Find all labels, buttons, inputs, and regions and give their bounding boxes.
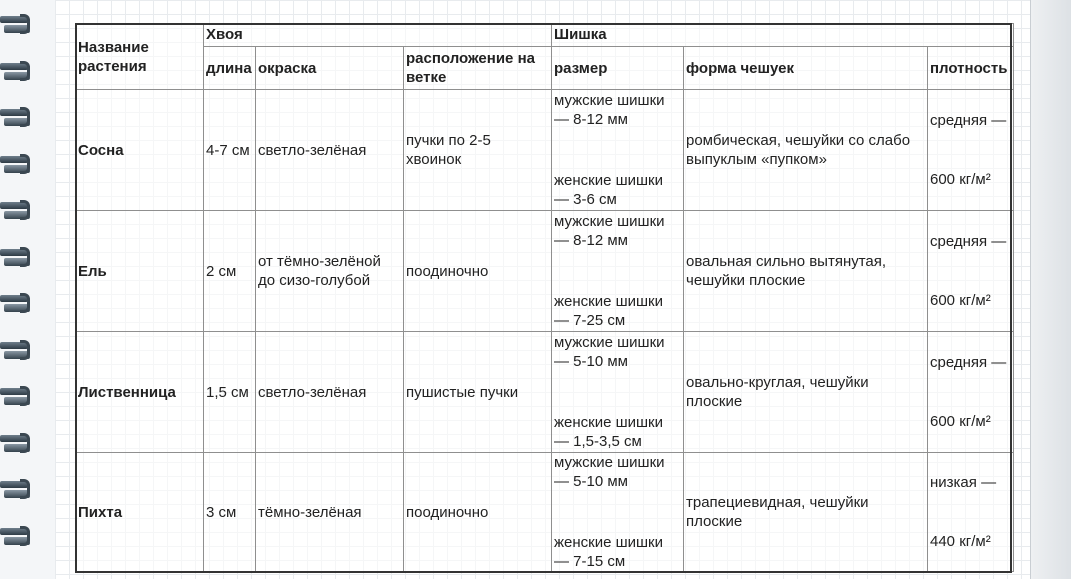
needle-color-cell: тёмно-зелёная [256,453,404,572]
female-cones-text: женские шишки — 3-6 см [554,172,663,208]
cone-size-cell [552,332,684,453]
female-cones-text: женские шишки — 7-15 см [554,534,663,570]
notebook-page [55,0,1031,579]
needle-length-cell: 4-7 см [204,90,256,211]
table-row [76,211,1014,332]
binding-ring [0,245,32,269]
header-cone: Шишка [552,24,1014,47]
header-scale-shape: форма чешуек [684,47,928,90]
plant-name-cell: Сосна [76,90,204,211]
male-cones-text: мужские шишки — 5-10 мм [554,454,665,490]
scale-shape-cell: ромбическая, чешуйки со слабо выпуклым «пупком» [684,90,928,211]
male-cones-text: мужские шишки — 8-12 мм [554,92,665,128]
male-cones-text: мужские шишки — 8-12 мм [554,213,665,249]
binding-ring [0,198,32,222]
header-arrangement: расположение на ветке [404,47,552,90]
cone-size-cell [552,211,684,332]
density-value: 600 кг/м² [930,292,991,309]
cone-size-cell [552,90,684,211]
needle-arrangement-cell: пушистые пучки [404,332,552,453]
density-label: низкая — [930,474,997,491]
binding-ring [0,152,32,176]
page-edge [1031,0,1071,579]
needle-length-cell: 1,5 см [204,332,256,453]
header-plant-name: Название растения [76,24,204,90]
binding-ring [0,477,32,501]
table-row [76,332,1014,453]
scale-shape-cell: овально-круглая, чешуйки плоские [684,332,928,453]
table-row [76,90,1014,211]
density-label: средняя — [930,112,1007,129]
density-value: 440 кг/м² [930,533,991,550]
density-cell [928,332,1014,453]
binding-ring [0,338,32,362]
plant-name-cell: Лиственница [76,332,204,453]
conifer-comparison-table [75,23,1014,572]
table-row [76,453,1014,572]
density-cell [928,453,1014,572]
header-needles: Хвоя [204,24,552,47]
scale-shape-cell: овальная сильно вытянутая, чешуйки плоские [684,211,928,332]
needle-arrangement-cell: поодиночно [404,453,552,572]
binding-ring [0,105,32,129]
plant-name-cell: Ель [76,211,204,332]
binding-ring [0,431,32,455]
density-value: 600 кг/м² [930,413,991,430]
density-label: средняя — [930,354,1007,371]
needle-arrangement-cell: поодиночно [404,211,552,332]
header-length: длина [204,47,256,90]
header-color: окраска [256,47,404,90]
needle-color-cell: светло-зелёная [256,332,404,453]
header-size: размер [552,47,684,90]
scale-shape-cell: трапециевидная, чешуйки плоские [684,453,928,572]
spiral-binding [0,0,55,579]
header-density: плотность [928,47,1014,90]
binding-ring [0,524,32,548]
needle-color-cell: светло-зелёная [256,90,404,211]
binding-ring [0,12,32,36]
binding-ring [0,59,32,83]
binding-ring [0,291,32,315]
density-cell [928,90,1014,211]
needle-arrangement-cell: пучки по 2-5 хвоинок [404,90,552,211]
male-cones-text: мужские шишки — 5-10 мм [554,334,665,370]
cone-size-cell [552,453,684,572]
needle-color-cell: от тёмно-зелёной до сизо-голубой [256,211,404,332]
density-value: 600 кг/м² [930,171,991,188]
density-cell [928,211,1014,332]
female-cones-text: женские шишки — 1,5-3,5 см [554,414,663,450]
needle-length-cell: 3 см [204,453,256,572]
female-cones-text: женские шишки — 7-25 см [554,293,663,329]
needle-length-cell: 2 см [204,211,256,332]
binding-ring [0,384,32,408]
density-label: средняя — [930,233,1007,250]
plant-name-cell: Пихта [76,453,204,572]
